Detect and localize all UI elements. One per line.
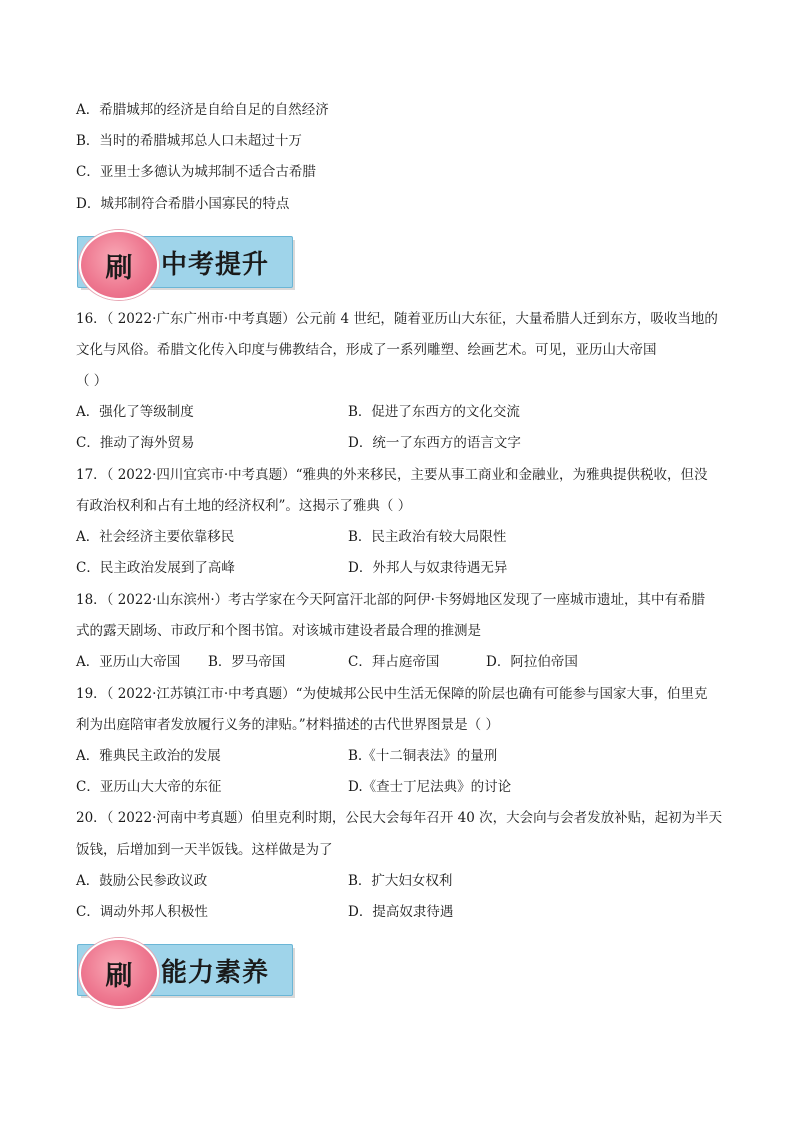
q20-option-d: D．提高奴隶待遇: [348, 904, 454, 920]
q16-line-2: 文化与风俗。希腊文化传入印度与佛教结合，形成了一系列雕塑、绘画艺术。可见，亚历山大帝国: [76, 342, 657, 358]
q20-line-1: 20．（ 2022·河南中考真题）伯里克利时期，公民大会每年召开 40 次，大会向与会者发放补贴，起初为半天: [76, 810, 723, 826]
q18-line-2: 式的露天剧场、市政厅和个图书馆。对该城市建设者最合理的推测是: [76, 623, 481, 639]
option-a: A．希腊城邦的经济是自给自足的自然经济: [76, 102, 329, 118]
option-d: D．城邦制符合希腊小国寡民的特点: [76, 196, 290, 212]
option-b: B．当时的希腊城邦总人口未超过十万: [76, 133, 302, 149]
section-title: 中考提升: [161, 250, 270, 280]
q17-line-1: 17．（ 2022·四川宜宾市·中考真题）“雅典的外来移民，主要从事工商业和金融业，为雅典提供税收，但没: [76, 467, 708, 483]
badge-label: 刷: [105, 252, 133, 284]
badge-circle: [79, 230, 159, 300]
q19-option-b: B.《十二铜表法》的量刑: [348, 748, 498, 764]
option-c: C．亚里士多德认为城邦制不适合古希腊: [76, 164, 316, 180]
badge-circle: [79, 938, 159, 1008]
q18-option-c: C．拜占庭帝国: [348, 654, 440, 670]
q19-option-a: A．雅典民主政治的发展: [76, 748, 221, 764]
q17-line-2: 有政治权利和占有土地的经济权利”。这揭示了雅典（ ）: [76, 498, 412, 514]
q19-line-1: 19．（ 2022·江苏镇江市·中考真题）“为使城邦公民中生活无保障的阶层也确有可能参与国家大事，伯里克: [76, 686, 708, 702]
section-title: 能力素养: [161, 958, 270, 988]
q16-option-c: C．推动了海外贸易: [76, 435, 195, 451]
q17-option-b: B．民主政治有较大局限性: [348, 529, 507, 545]
badge-label: 刷: [105, 960, 133, 992]
q18-option-a: A．亚历山大帝国: [76, 654, 181, 670]
q20-line-2: 饭钱，后增加到一天半饭钱。这样做是为了: [76, 842, 333, 858]
q18-option-b: B．罗马帝国: [208, 654, 286, 670]
q19-option-c: C．亚历山大大帝的东征: [76, 779, 222, 795]
q17-option-d: D．外邦人与奴隶待遇无异: [348, 560, 508, 576]
section-banner-zhongkao: [77, 230, 293, 290]
q16-option-a: A．强化了等级制度: [76, 404, 194, 420]
q16-option-b: B．促进了东西方的文化交流: [348, 404, 520, 420]
q19-line-2: 利为出庭陪审者发放履行义务的津贴。”材料描述的古代世界图景是（ ）: [76, 717, 499, 733]
q17-option-a: A．社会经济主要依靠移民: [76, 529, 235, 545]
q20-option-c: C．调动外邦人积极性: [76, 904, 208, 920]
q18-line-1: 18．（ 2022·山东滨州·）考古学家在今天阿富汗北部的阿伊·卡努姆地区发现了一座城市遗址，其中有希腊: [76, 592, 705, 608]
q20-option-a: A．鼓励公民参政议政: [76, 873, 208, 889]
q16-option-d: D．统一了东西方的语言文字: [348, 435, 521, 451]
q18-option-d: D．阿拉伯帝国: [486, 654, 578, 670]
q16-line-3: （ ）: [76, 373, 108, 389]
q17-option-c: C．民主政治发展到了高峰: [76, 560, 235, 576]
q19-option-d: D.《查士丁尼法典》的讨论: [348, 779, 512, 795]
section-banner-nengli: [77, 938, 293, 998]
q16-line-1: 16．（ 2022·广东广州市·中考真题）公元前 4 世纪，随着亚历山大东征，大量希腊人迁到东方，吸收当地的: [76, 311, 718, 327]
q20-option-b: B．扩大妇女权利: [348, 873, 453, 889]
